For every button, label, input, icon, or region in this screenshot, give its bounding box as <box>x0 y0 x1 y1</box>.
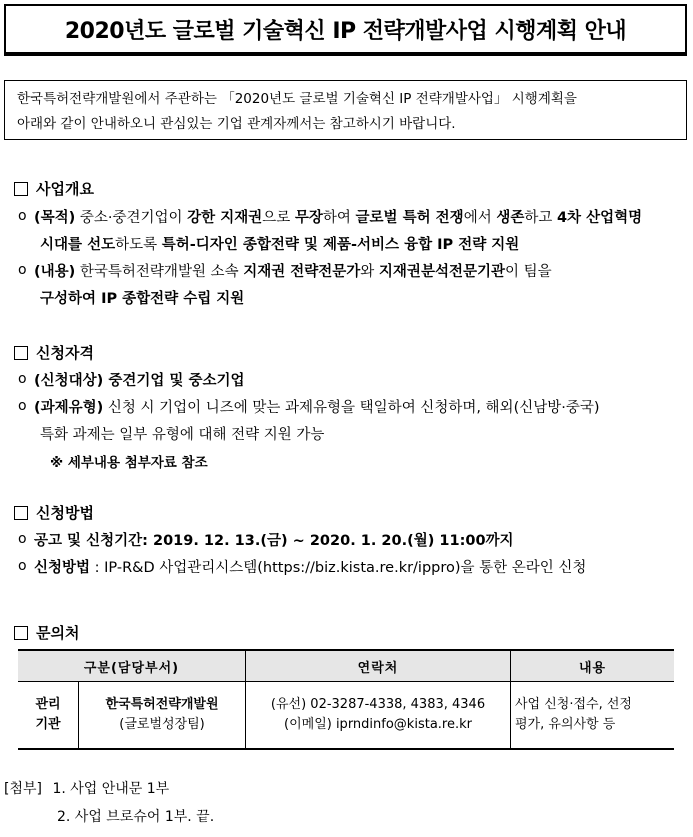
type-line-2: 특화 과제는 일부 유형에 대해 전략 지원 가능 <box>40 427 325 443</box>
purpose-text: 하여 <box>322 210 356 226</box>
period-label: 공고 및 신청기간 <box>34 533 143 549</box>
category-text: 관리 <box>35 697 61 712</box>
section-title: 사업개요 <box>36 180 94 198</box>
contact-phone: (유선) 02-3287-4338, 4383, 4346 <box>270 697 486 712</box>
org-name: 한국특허전략개발원 <box>105 697 219 712</box>
purpose-text: 으로 <box>262 210 295 226</box>
checkbox-square-icon <box>14 506 28 520</box>
target-text: 중견기업 및 중소기업 <box>103 373 245 389</box>
table-header-content: 내용 <box>511 650 675 682</box>
title-box <box>4 4 687 56</box>
content-label: (내용) <box>34 264 76 280</box>
contact-email[interactable]: (이메일) iprndinfo@kista.re.kr <box>284 717 472 732</box>
desc-cell <box>511 682 675 750</box>
content-text: 와 <box>360 264 379 280</box>
attachment-label: [첨부] <box>4 781 42 797</box>
section-title: 문의처 <box>36 624 80 642</box>
target-line <box>34 369 245 390</box>
section-heading-method <box>14 502 94 523</box>
section-heading-eligibility <box>14 342 94 363</box>
purpose-emphasis: 무장 <box>294 210 323 226</box>
content-text: 이 팀을 <box>504 264 552 280</box>
purpose-text: 중소·중견기업이 <box>75 210 188 226</box>
bullet-icon: o <box>18 558 27 574</box>
content-line-2 <box>40 287 244 308</box>
content-text: 한국특허전략개발원 소속 <box>75 264 244 280</box>
purpose-text: 하도록 <box>115 237 162 253</box>
bullet-icon: o <box>18 531 27 547</box>
how-line <box>34 556 586 577</box>
purpose-line-2 <box>40 233 519 254</box>
section-title: 신청방법 <box>36 504 94 522</box>
content-emphasis: 지재권분석전문기관 <box>378 264 505 280</box>
category-text: 기관 <box>35 717 61 732</box>
period-text: : 2019. 12. 13.(금) ~ 2020. 1. 20.(월) 11:00까지 <box>142 533 514 549</box>
how-text: : IP-R&D 사업관리시스템(https://biz.kista.re.kr/ippro)을 통한 온라인 신청 <box>90 560 587 576</box>
category-cell <box>18 682 79 750</box>
type-text: 신청 시 기업이 니즈에 맞는 과제유형을 택일하여 신청하며, 해외(신남방·중국) <box>103 400 600 416</box>
intro-line-1: 한국특허전략개발원에서 주관하는 「2020년도 글로벌 기술혁신 IP 전략개발사업」 시행계획을 <box>17 91 577 107</box>
purpose-emphasis: 4차 산업혁명 <box>556 210 643 226</box>
attachment-line-1 <box>4 778 169 798</box>
contact-cell <box>246 682 511 750</box>
checkbox-square-icon <box>14 626 28 640</box>
purpose-emphasis: 강한 지재권 <box>187 210 263 226</box>
bullet-icon: o <box>18 371 27 387</box>
purpose-text: 에서 <box>463 210 497 226</box>
bullet-icon: o <box>18 398 27 414</box>
purpose-emphasis: 생존 <box>496 210 525 226</box>
purpose-text: 하고 <box>524 210 557 226</box>
page-title: 2020년도 글로벌 기술혁신 IP 전략개발사업 시행계획 안내 <box>64 18 627 44</box>
period-line <box>34 529 514 550</box>
table-header-contact: 연락처 <box>246 650 511 682</box>
section-title: 신청자격 <box>36 344 94 362</box>
contact-table <box>18 649 674 750</box>
purpose-emphasis: 시대를 선도 <box>40 237 116 253</box>
desc-text: 평가, 유의사항 등 <box>515 717 616 732</box>
purpose-emphasis: 특허-디자인 종합전략 및 제품-서비스 융합 IP 전략 지원 <box>161 237 520 253</box>
section-heading-contact <box>14 622 79 643</box>
content-line-1 <box>34 260 552 281</box>
bullet-icon: o <box>18 262 27 278</box>
checkbox-square-icon <box>14 346 28 360</box>
content-emphasis: 지재권 전략전문가 <box>243 264 361 280</box>
how-label: 신청방법 <box>34 560 91 576</box>
checkbox-square-icon <box>14 182 28 196</box>
org-cell <box>79 682 246 750</box>
bullet-icon: o <box>18 208 27 224</box>
table-header-category: 구분(담당부서) <box>18 650 246 682</box>
section-heading-overview <box>14 178 94 199</box>
desc-text: 사업 신청·접수, 선정 <box>515 697 632 712</box>
org-team: (글로벌성장팀) <box>119 717 205 732</box>
purpose-emphasis: 글로벌 특허 전쟁 <box>355 210 464 226</box>
table-row <box>18 682 674 750</box>
note-reference: ※ 세부내용 첨부자료 참조 <box>50 455 208 471</box>
table-header-row <box>18 650 674 682</box>
purpose-label: (목적) <box>34 210 76 226</box>
purpose-line-1 <box>34 206 642 227</box>
target-label: (신청대상) <box>34 373 104 389</box>
attachment-item: 1. 사업 안내문 1부 <box>52 781 170 797</box>
attachment-line-2: 2. 사업 브로슈어 1부. 끝. <box>57 809 215 825</box>
content-emphasis: 구성하여 IP 종합전략 수립 지원 <box>40 291 245 307</box>
type-line-1 <box>34 396 600 417</box>
intro-line-2: 아래와 같이 안내하오니 관심있는 기업 관계자께서는 참고하시기 바랍니다. <box>17 116 456 132</box>
type-label: (과제유형) <box>34 400 104 416</box>
intro-box <box>4 80 687 140</box>
